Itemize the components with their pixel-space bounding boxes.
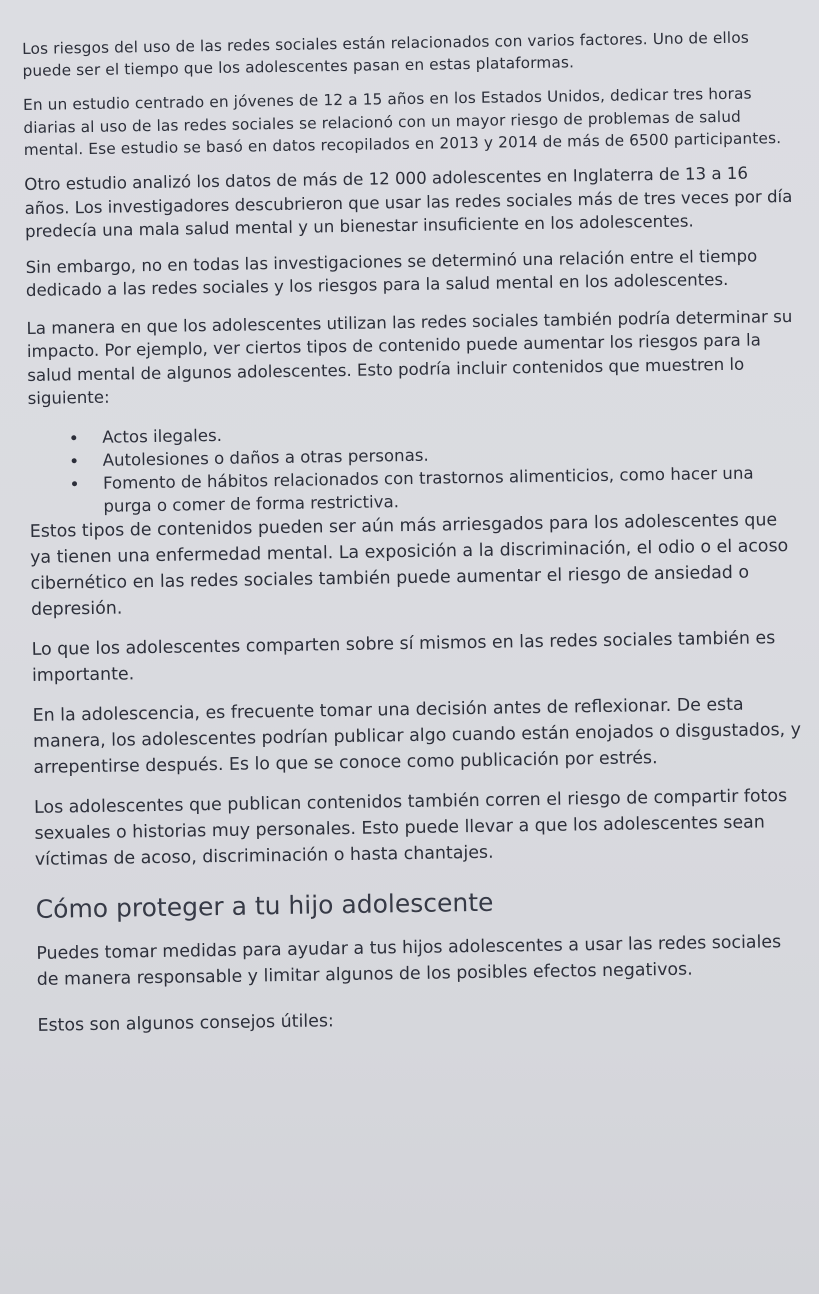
paragraph-tips-intro: Estos son algunos consejos útiles:: [37, 1010, 334, 1036]
paragraph-sharing-risks: Los adolescentes que publican contenidos también corren el riesgo de compartir fotos sexuales o historias muy personales. Esto puede llevar a que los adolescentes sean víctimas de acoso, discriminación o hasta chantajes.: [33, 785, 788, 870]
paragraph-riskier-content: Estos tipos de contenidos pueden ser aún más arriesgados para los adolescentes que ya tienen una enfermedad mental. La exposición a la discriminación, el odio o el acoso cibernético en las redes sociales también puede aumentar el riesgo de ansiedad o depresión.: [29, 509, 789, 620]
paragraph-england-study: Otro estudio analizó los datos de más de 12 000 adolescentes en Inglaterra de 13 a 16 años. Los investigadores descubrieron que usar las redes sociales más de tres veces por día predecía una mala salud mental y un bienestar insuficiente en los adolescentes.: [24, 163, 793, 241]
paragraph-no-relation: Sin embargo, no en todas las investigaciones se determinó una relación entre el tiempo dedicado a las redes sociales y los riesgos para la salud mental en los adolescentes.: [25, 245, 758, 300]
paragraph-usage-manner: La manera en que los adolescentes utilizan las redes sociales también podría determinar su impacto. Por ejemplo, ver ciertos tipos de contenido puede aumentar los riesgos para la salud mental de algunos adolescentes. Esto podría incluir contenidos que muestren lo siguiente:: [26, 306, 793, 408]
list-item: • Fomento de hábitos relacionados con trastornos alimenticios, como hacer una purga o comer de forma restrictiva.: [89, 460, 800, 517]
paragraph-stress-posting: En la adolescencia, es frecuente tomar una decisión antes de reflexionar. De esta manera, los adolescentes podrían publicar algo cuando están enojados o disgustados, y arrepentirse después. Es lo que se conoce como publicación por estrés.: [32, 694, 802, 778]
list-item: • Autolesiones o daños a otras personas.: [88, 437, 798, 471]
list-item: • Actos ilegales.: [88, 414, 798, 448]
paragraph-sharing: Lo que los adolescentes comparten sobre sí mismos en las redes sociales también es importante.: [31, 627, 776, 686]
document-page: [22, 26, 808, 1038]
paragraph-measures: Puedes tomar medidas para ayudar a tus hijos adolescentes a usar las redes sociales de manera responsable y limitar algunos de los posibles efectos negativos.: [36, 931, 782, 990]
section-heading: Cómo proteger a tu hijo adolescente: [35, 887, 494, 924]
paragraph-risk-factors: Los riesgos del uso de las redes sociales están relacionados con varios factores. Uno de ellos puede ser el tiempo que los adolescentes pasan en estas plataformas.: [22, 28, 750, 81]
paragraph-us-study: En un estudio centrado en jóvenes de 12 a 15 años en los Estados Unidos, dedicar tres horas diarias al uso de las redes sociales se relacionó con un mayor riesgo de problemas de salud mental. Ese estudio se basó en datos recopilados en 2013 y 2014 de más de 6500 participantes.: [22, 84, 782, 159]
content-risk-list: [28, 414, 799, 518]
